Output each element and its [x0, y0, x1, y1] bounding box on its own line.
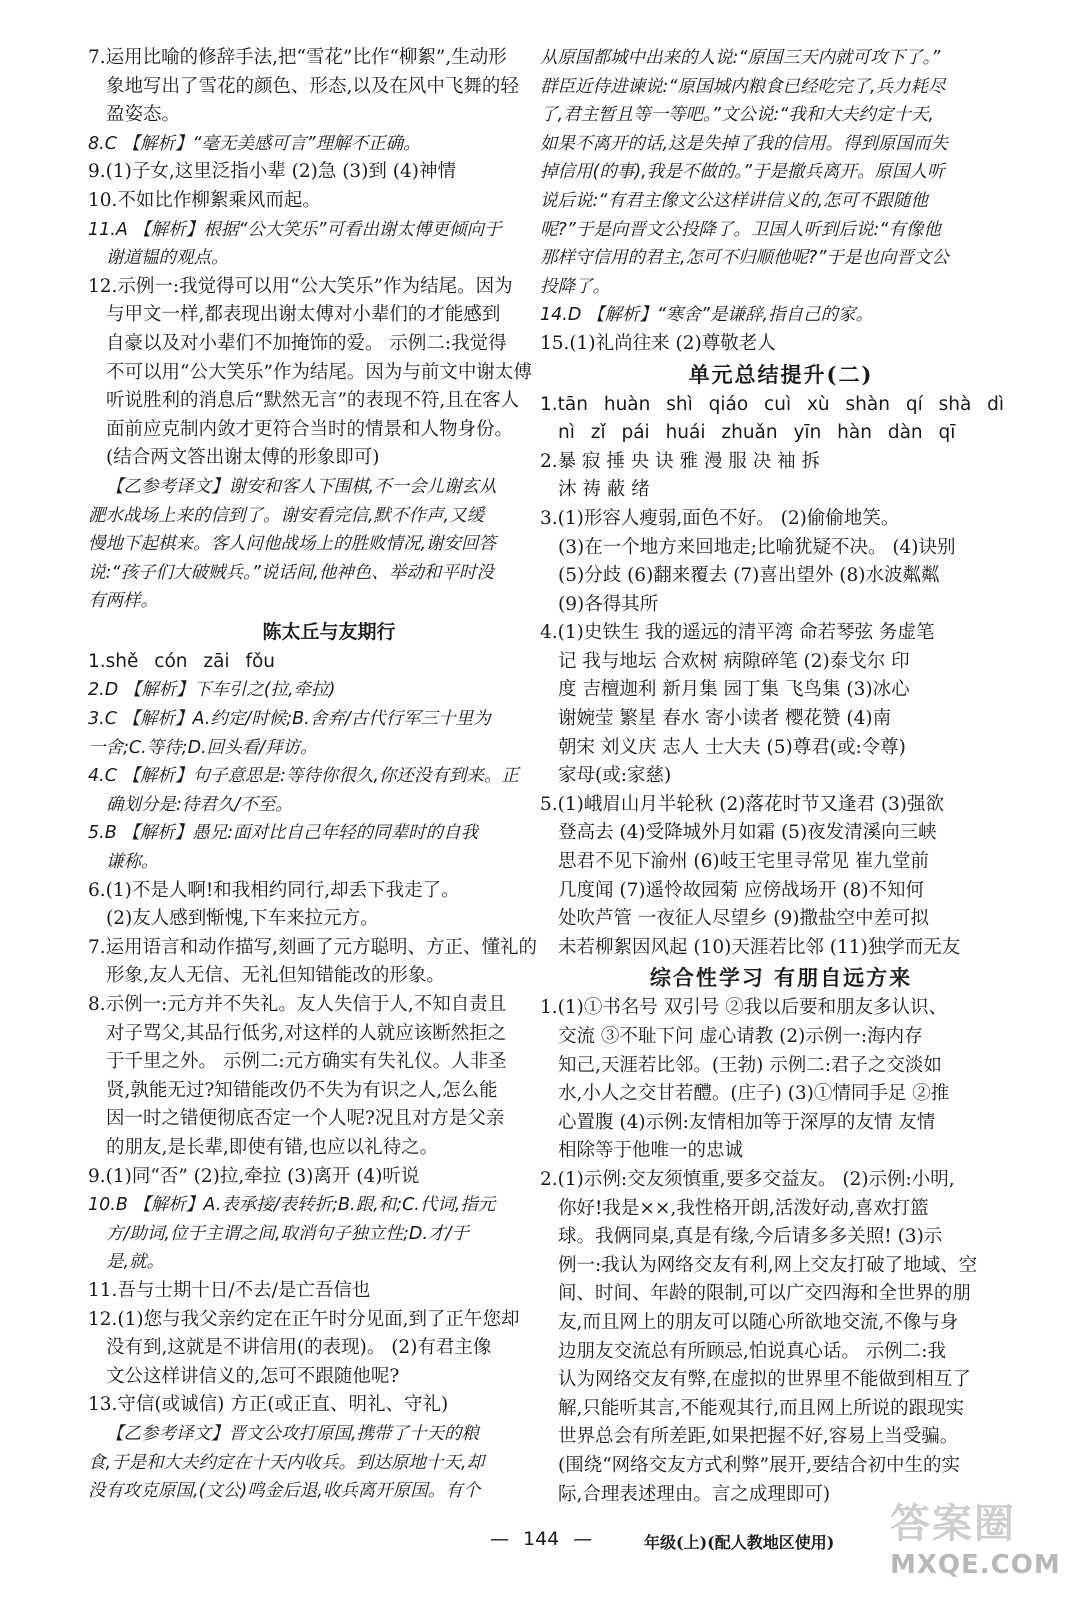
text-line: 形象,友人无信、无礼但知错能改的形象。	[106, 965, 445, 987]
text-line: 有两样。	[88, 591, 158, 612]
text-line: 盈姿态。	[106, 104, 181, 126]
watermark	[890, 1498, 1061, 1594]
text-line: 了,君主暂且等一等吧。”文公说:“我和大夫约定十天,	[540, 105, 934, 126]
text-line: 家母(或:家慈)	[558, 765, 672, 787]
text-line: 间、时间、年龄的限制,可以广交四海和全世界的朋	[558, 1283, 971, 1305]
text-line: 12.(1)您与我父亲约定在正午时分见面,到了正午您却	[88, 1308, 520, 1330]
page-number: — 144 —	[476, 1528, 606, 1550]
section-title: 综合性学习 有朋自远方来	[649, 965, 913, 991]
text-line: 9.(1)子女,这里泛指小辈 (2)急 (3)到 (4)神情	[88, 161, 456, 183]
text-line: 淝水战场上来的信到了。谢安看完信,默不作声,又缓	[88, 505, 485, 526]
right-column	[540, 44, 1022, 1509]
text-line: 说后说:“有君主像文公这样讲信义的,怎可不跟随他	[540, 190, 929, 211]
text-line: 那样守信用的君主,怎可不归顺他呢?”于是也向晋文公	[540, 248, 949, 269]
text-line: 例一:我认为网络交友有利,网上交友打破了地域、空	[558, 1254, 978, 1276]
text-line: 际,合理表述理由。言之成理即可)	[558, 1483, 831, 1505]
text-line: 群臣近侍进谏说:“原国城内粮食已经吃完了,兵力耗尽	[540, 76, 946, 97]
text-line: 认为网络交友有弊,在虚拟的世界里不能做到相互了	[558, 1369, 971, 1391]
text-line: 10.B 【解析】A.表承接/表转折;B.跟,和;C.代词,指元	[88, 1195, 496, 1216]
watermark-logo: 答案圈	[890, 1501, 1016, 1547]
text-line: 11.A 【解析】根据“公大笑乐”可看出谢太傅更倾向于	[88, 219, 502, 240]
text-line: (围绕“网络交友方式利弊”展开,要结合初中生的实	[558, 1454, 961, 1476]
text-line: 1.(1)①书名号 双引号 ②我以后要和朋友多认识、	[540, 997, 948, 1019]
text-line: 与甲文一样,都表现出谢太傅对小辈们的才能感到	[106, 304, 501, 326]
text-line: 谢婉莹 繁星 春水 寄小读者 樱花赞 (4)南	[558, 708, 892, 730]
text-line: 5.B 【解析】愚兄:面对比自己年轻的同辈时的自我	[88, 823, 479, 844]
text-line: 几度闻 (7)遥怜故园菊 应傍战场开 (8)不知何	[558, 879, 925, 901]
text-line: 8.示例一:元方并不失礼。友人失信于人,不知自责且	[88, 994, 507, 1015]
text-line: 交流 ③不耻下问 虚心请教 (2)示例一:海内存	[558, 1026, 923, 1047]
text-line: 文公这样讲信义的,怎可不跟随他呢?	[106, 1365, 400, 1387]
text-line: 8.C 【解析】“毫无美感可言”理解不正确。	[88, 133, 421, 154]
text-line: 相除等于他唯一的忠诚	[558, 1140, 744, 1162]
text-line: 谢道韫的观点。	[106, 248, 229, 269]
text-line: 11.吾与士期十日/不去/是亡吾信也	[88, 1279, 371, 1301]
text-line: 对子骂父,其品行低劣,对这样的人就应该断然拒之	[106, 1022, 507, 1044]
text-line: 处吹芦管 一夜征人尽望乡 (9)撒盐空中差可拟	[558, 908, 929, 930]
text-line: 2.(1)示例:交友须慎重,要多交益友。 (2)示例:小明,	[540, 1168, 955, 1190]
text-line: 于千里之外。 示例二:元方确实有失礼仪。人非圣	[106, 1051, 507, 1073]
text-line: 世界总会有所差距,如果把握不好,容易上当受骗。	[558, 1426, 959, 1448]
text-line: 9.(1)同“否” (2)拉,牵拉 (3)离开 (4)听说	[88, 1165, 420, 1187]
watermark-url: MXQE.COM	[890, 1550, 1061, 1580]
text-line: 确划分是:待君久/不至。	[106, 794, 293, 815]
text-line: 7.运用比喻的修辞手法,把“雪花”比作“柳絮”,生动形	[88, 47, 507, 68]
text-line: (3)在一个地方来回地走;比喻犹疑不决。 (4)诀别	[558, 536, 956, 558]
text-line: 15.(1)礼尚往来 (2)尊敬老人	[540, 332, 776, 354]
text-line: 水,小人之交甘若醴。(庄子) (3)①情同手足 ②推	[558, 1083, 950, 1105]
text-line: 沐 祷 蔽 绪	[558, 479, 650, 501]
text-line: (9)各得其所	[558, 593, 659, 615]
text-line: 5.(1)峨眉山月半轮秋 (2)落花时节又逢君 (3)强欲	[540, 793, 945, 815]
text-line: 2.暴 寂 捶 央 诀 雅 漫 服 决 袖 拆	[540, 450, 820, 472]
text-line: 未若柳絮因风起 (10)天涯若比邻 (11)独学而无友	[558, 936, 961, 958]
text-line: 没有攻克原国,(文公)鸣金后退,收兵离开原国。有个	[88, 1481, 481, 1502]
text-line: 一舍;C.等待;D.回头看/拜访。	[88, 737, 318, 758]
text-line: 投降了。	[540, 276, 610, 297]
text-line: 听说胜利的消息后“默然无言”的表现不符,且在客人	[106, 390, 520, 412]
text-line: 3.C 【解析】A.约定/时候;B.舍弃/古代行军三十里为	[88, 709, 491, 730]
text-line: 14.D 【解析】“寒舍”是谦辞,指自己的家。	[540, 305, 874, 326]
text-line: 记 我与地坛 合欢树 病隙碎笔 (2)泰戈尔 印	[558, 650, 910, 672]
text-line: 度 吉檀迦利 新月集 园丁集 飞鸟集 (3)冰心	[558, 679, 910, 701]
text-line: (5)分歧 (6)翻来覆去 (7)喜出望外 (8)水波粼粼	[558, 565, 940, 587]
text-line: 4.(1)史铁生 我的遥远的清平湾 命若琴弦 务虚笔	[540, 622, 935, 644]
text-line: 贤,孰能无过?知错能改仍不失为有识之人,怎么能	[106, 1079, 498, 1101]
text-line: 的朋友,是长辈,即使有错,也应以礼待之。	[106, 1136, 439, 1158]
text-line: 4.C 【解析】句子意思是:等待你很久,你还没有到来。正	[88, 766, 519, 787]
text-line: 慢地下起棋来。客人问他战场上的胜败情况,谢安回答	[88, 534, 497, 555]
text-line: (结合两文答出谢太傅的形象即可)	[106, 447, 380, 469]
text-line: 3.(1)形容人瘦弱,面色不好。 (2)偷偷地笑。	[540, 507, 900, 529]
text-line: 食,于是和大夫约定在十天内收兵。到达原地十天,却	[88, 1452, 485, 1473]
text-line: 如果不离开的话,这是失掉了我的信用。得到原国而失	[540, 133, 949, 154]
text-line: 心置腹 (4)示例:友情相加等于深厚的友情 友情	[558, 1111, 936, 1133]
text-line: 不可以用“公大笑乐”作为结尾。因为与前文中谢太傅	[106, 361, 532, 383]
text-line: 6.(1)不是人啊!和我相约同行,却丢下我走了。	[88, 879, 460, 901]
left-column	[88, 44, 570, 1506]
text-line: 2.D 【解析】下车引之(拉,牵拉)	[88, 680, 336, 701]
text-line: 【乙参考译文】晋文公攻打原国,携带了十天的粮	[106, 1423, 480, 1444]
text-line: 谦称。	[106, 852, 159, 873]
text-line: 12.示例一:我觉得可以用“公大笑乐”作为结尾。因为	[88, 275, 513, 297]
text-line: 从原国都城中出来的人说:“原国三天内就可攻下了。”	[540, 48, 941, 68]
text-line: 球。我俩同桌,真是有缘,今后请多多关照! (3)示	[558, 1226, 943, 1248]
text-line: 1.tān huàn shì qiáo cuì xù shàn qí shà dì	[540, 393, 1005, 415]
text-line: 没有到,这就是不讲信用(的表现)。 (2)有君主像	[106, 1337, 492, 1359]
text-line: 13.守信(或诚信) 方正(或正直、明礼、守礼)	[88, 1394, 449, 1416]
text-line: 自豪以及对小辈们不加掩饰的爱。 示例二:我觉得	[106, 332, 507, 354]
text-line: 你好!我是××,我性格开朗,活泼好动,喜欢打篮	[558, 1197, 929, 1219]
grade-note: 年级(上)(配人教地区使用)	[644, 1533, 835, 1552]
text-line: 友,而且网上的朋友可以随心所欲地交流,不像与身	[558, 1311, 959, 1333]
text-line: 掉信用(的事),我是不做的。”于是撤兵离开。原国人听	[540, 162, 945, 183]
text-line: 方/助词,位于主谓之间,取消句子独立性;D.才/于	[106, 1223, 469, 1244]
section-title: 单元总结提升(二)	[688, 361, 874, 387]
text-line: 呢?”于是向晋文公投降了。卫国人听到后说:“有像他	[540, 219, 941, 240]
text-line: 是,就。	[106, 1252, 165, 1273]
section-title: 陈太丘与友期行	[262, 620, 396, 643]
text-line: (2)友人感到惭愧,下车来拉元方。	[106, 908, 379, 930]
text-line: 因一时之错便彻底否定一个人呢?况且对方是父亲	[106, 1108, 505, 1130]
text-line: 面前应克制内敛才更符合当时的情景和人物身份。	[106, 418, 514, 440]
text-line: 1.shě cón zāi fǒu	[88, 650, 275, 672]
text-line: 知己,天涯若比邻。(王勃) 示例二:君子之交淡如	[558, 1054, 942, 1076]
text-line: 7.运用语言和动作描写,刻画了元方聪明、方正、懂礼的	[88, 936, 538, 958]
text-line: 朝宋 刘义庆 志人 士大夫 (5)尊君(或:令尊)	[558, 736, 906, 758]
text-line: 10.不如比作柳絮乘风而起。	[88, 189, 321, 211]
text-line: 解,只能听其言,不能观其行,而且网上所说的跟现实	[558, 1397, 965, 1419]
text-line: 登高去 (4)受降城外月如霜 (5)夜发清溪向三峡	[558, 822, 937, 844]
text-line: 说:“孩子们大破贼兵。”说话间,他神色、举动和平时没	[88, 562, 494, 583]
text-line: 象地写出了雪花的颜色、形态,以及在风中飞舞的轻	[106, 75, 519, 97]
text-line: 边朋友交流总有所顾忌,怕说真心话。 示例二:我	[558, 1340, 946, 1362]
text-line: 思君不见下渝州 (6)岐王宅里寻常见 崔九堂前	[558, 851, 929, 873]
text-line: 【乙参考译文】谢安和客人下围棋,不一会儿谢玄从	[106, 476, 497, 497]
text-line: nì zǐ pái huái zhuǎn yīn hàn dàn qī	[558, 422, 956, 444]
